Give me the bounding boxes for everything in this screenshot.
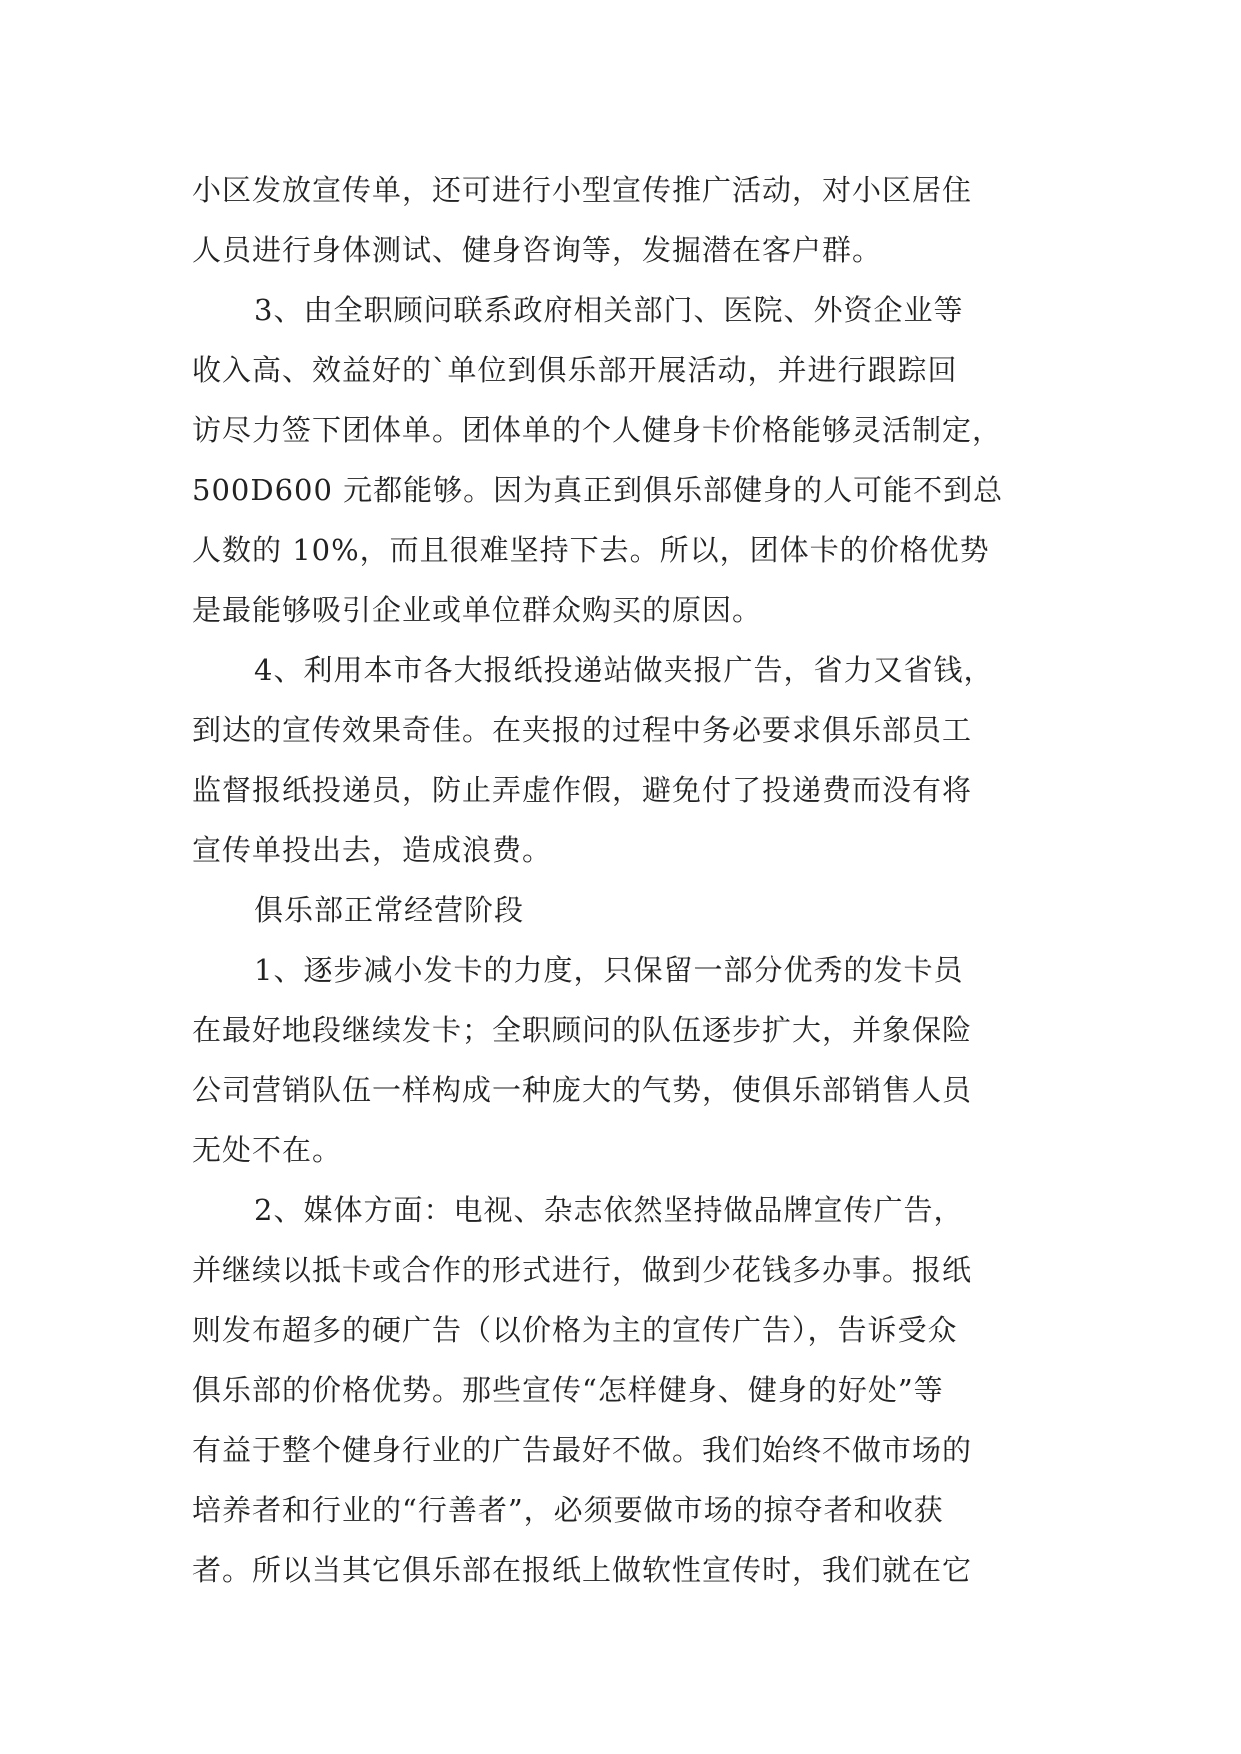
section-heading: 俱乐部正常经营阶段 xyxy=(254,893,525,927)
text-line: 人数的 10%，而且很难坚持下去。所以，团体卡的价格优势 xyxy=(192,533,990,567)
text-line: 3、由全职顾问联系政府相关部门、医院、外资企业等 xyxy=(254,293,964,327)
text-line: 并继续以抵卡或合作的形式进行，做到少花钱多办事。报纸 xyxy=(192,1253,973,1287)
text-line: 则发布超多的硬广告（以价格为主的宣传广告），告诉受众 xyxy=(192,1313,958,1347)
text-line: 1、逐步减小发卡的力度，只保留一部分优秀的发卡员 xyxy=(254,953,964,987)
text-line: 培养者和行业的“行善者”，必须要做市场的掠夺者和收获 xyxy=(192,1493,944,1527)
text-line: 访尽力签下团体单。团体单的个人健身卡价格能够灵活制定， xyxy=(192,413,1003,447)
text-line: 人员进行身体测试、健身咨询等，发掘潜在客户群。 xyxy=(192,233,883,267)
body-text xyxy=(192,160,1072,1600)
text-line: 监督报纸投递员，防止弄虚作假，避免付了投递费而没有将 xyxy=(192,773,973,807)
text-line: 2、媒体方面：电视、杂志依然坚持做品牌宣传广告， xyxy=(254,1193,964,1227)
text-line: 500D600 元都能够。因为真正到俱乐部健身的人可能不到总 xyxy=(192,473,1004,507)
text-line: 4、利用本市各大报纸投递站做夹报广告，省力又省钱， xyxy=(254,653,994,687)
text-line: 有益于整个健身行业的广告最好不做。我们始终不做市场的 xyxy=(192,1433,973,1467)
text-line: 者。所以当其它俱乐部在报纸上做软性宣传时，我们就在它 xyxy=(192,1553,973,1587)
text-line: 小区发放宣传单，还可进行小型宣传推广活动，对小区居住 xyxy=(192,173,973,207)
text-line: 俱乐部的价格优势。那些宣传“怎样健身、健身的好处”等 xyxy=(192,1373,944,1407)
text-line: 收入高、效益好的`单位到俱乐部开展活动，并进行跟踪回 xyxy=(192,353,958,387)
text-line: 公司营销队伍一样构成一种庞大的气势，使俱乐部销售人员 xyxy=(192,1073,973,1107)
text-line: 在最好地段继续发卡；全职顾问的队伍逐步扩大，并象保险 xyxy=(192,1013,973,1047)
text-line: 是最能够吸引企业或单位群众购买的原因。 xyxy=(192,593,763,627)
text-line: 无处不在。 xyxy=(192,1133,343,1167)
text-line: 宣传单投出去，造成浪费。 xyxy=(192,833,553,867)
text-line: 到达的宣传效果奇佳。在夹报的过程中务必要求俱乐部员工 xyxy=(192,713,973,747)
